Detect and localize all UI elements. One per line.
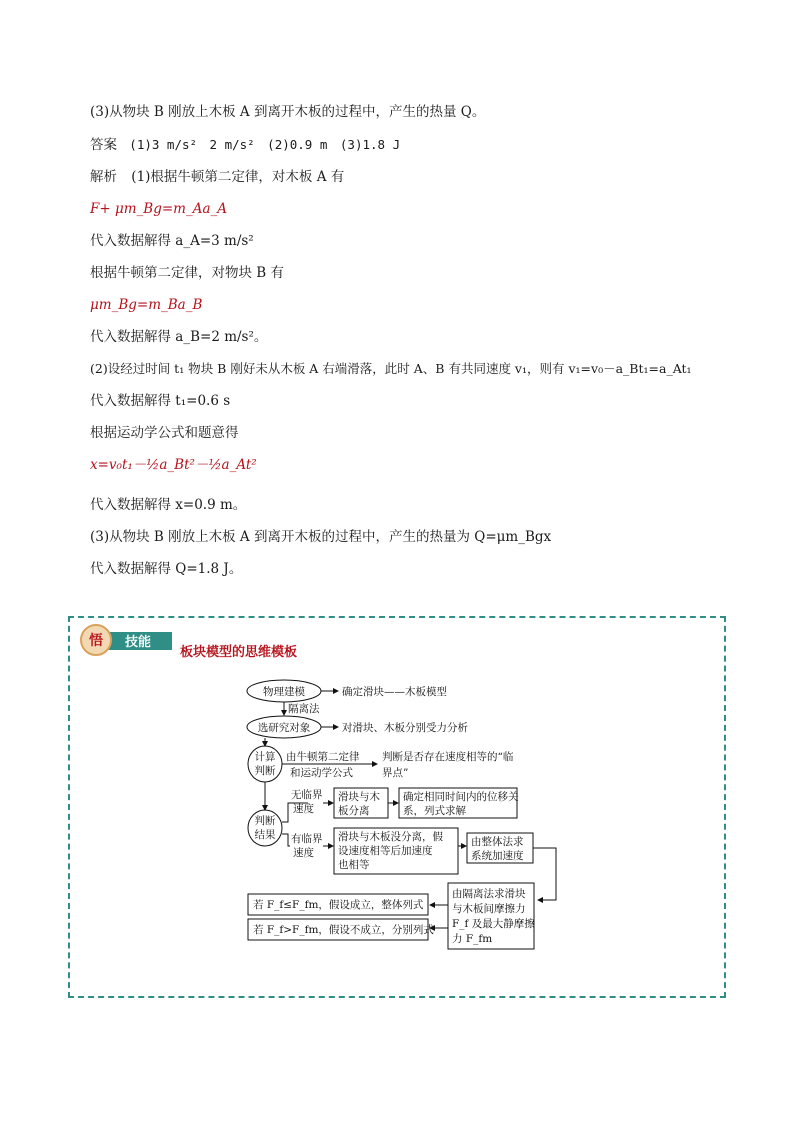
analysis-text-1: (1)根据牛顿第二定律，对木板 A 有: [131, 169, 345, 185]
iso2-text: 与木板间摩擦力: [452, 903, 526, 915]
iso1-text: 由隔离法求滑块: [452, 888, 526, 900]
analysis-line-1: [90, 168, 344, 186]
n1r-text: 确定滑块——木板模型: [342, 686, 447, 698]
n3m2-text: 和运动学公式: [290, 767, 353, 779]
nosep2-text: 设速度相等后加速度: [338, 845, 433, 857]
whole2-text: 系统加速度: [471, 850, 524, 862]
analysis-label: 解析: [90, 169, 117, 185]
has-crit2-text: 速度: [293, 847, 314, 859]
analysis-text-9: (3)从物块 B 刚放上木板 A 到离开木板的过程中，产生的热量为 Q=μm_Bgx: [90, 529, 552, 545]
has-crit1-text: 有临界: [291, 833, 323, 845]
whole1-text: 由整体法求: [471, 836, 524, 848]
iso3-text: F_f 及最大静摩擦: [452, 918, 535, 930]
analysis-text-7: 根据运动学公式和题意得: [90, 425, 239, 441]
equation-2: μm_Bg=m_Ba_B: [90, 297, 203, 313]
n4b-text: 结果: [254, 829, 276, 841]
skill-badge: [80, 624, 176, 656]
n1b-text: 隔离法: [288, 703, 320, 715]
res1-text: 确定相同时间内的位移关: [403, 791, 519, 803]
nosep1-text: 滑块与木板没分离，假: [338, 831, 443, 843]
no-crit1-text: 无临界: [291, 789, 323, 801]
answer-text: (1)3 m/s² 2 m/s² (2)0.9 m (3)1.8 J: [129, 137, 401, 152]
answer-label: 答案: [90, 137, 117, 153]
answer-line: [90, 136, 400, 154]
sep2-text: 板分离: [338, 805, 370, 817]
question-3: (3)从物块 B 刚放上木板 A 到离开木板的过程中，产生的热量 Q。: [90, 104, 486, 120]
n3b-text: 判断: [254, 765, 276, 777]
analysis-text-8: 代入数据解得 x=0.9 m。: [90, 497, 247, 513]
cond1-text: 若 F_f≤F_fm，假设成立，整体列式: [253, 899, 424, 911]
template-title: 板块模型的思维模板: [180, 645, 298, 660]
analysis-text-4: 代入数据解得 a_B=2 m/s²。: [90, 329, 268, 345]
n3r2-text: 界点”: [382, 767, 409, 779]
n3r1-text: 判断是否存在速度相等的“临: [382, 751, 514, 763]
n2r-text: 对滑块、木板分别受力分析: [342, 722, 468, 734]
n1-text: 物理建模: [263, 686, 305, 698]
sep1-text: 滑块与木: [338, 791, 380, 803]
analysis-text-10: 代入数据解得 Q=1.8 J。: [90, 561, 243, 577]
equation-1: F+ μm_Bg=m_Aa_A: [90, 201, 228, 217]
iso4-text: 力 F_fm: [452, 933, 493, 945]
no-crit2-text: 速度: [293, 803, 314, 815]
nosep3-text: 也相等: [338, 859, 370, 871]
analysis-text-3: 根据牛顿第二定律，对物块 B 有: [90, 265, 285, 281]
n2-text: 选研究对象: [257, 722, 311, 734]
badge-label: 技能: [124, 635, 152, 650]
n4a-text: 判断: [254, 815, 276, 827]
flowchart: [230, 670, 570, 955]
analysis-text-5: (2)设经过时间 t₁ 物块 B 刚好未从木板 A 右端滑落，此时 A、B 有共同速度 v₁，则有 v₁=v₀－a_Bt₁=a_At₁: [90, 361, 692, 376]
equation-3: x=v₀t₁－½a_Bt²－½a_At²: [90, 457, 257, 473]
analysis-text-6: 代入数据解得 t₁=0.6 s: [90, 393, 231, 409]
cond2-text: 若 F_f>F_fm，假设不成立，分别列式: [253, 924, 434, 936]
res2-text: 系，列式求解: [403, 805, 466, 817]
badge-char: 悟: [89, 633, 103, 649]
n3a-text: 计算: [254, 751, 276, 763]
analysis-text-2: 代入数据解得 a_A=3 m/s²: [90, 233, 254, 249]
n3m1-text: 由牛顿第二定律: [286, 751, 360, 763]
